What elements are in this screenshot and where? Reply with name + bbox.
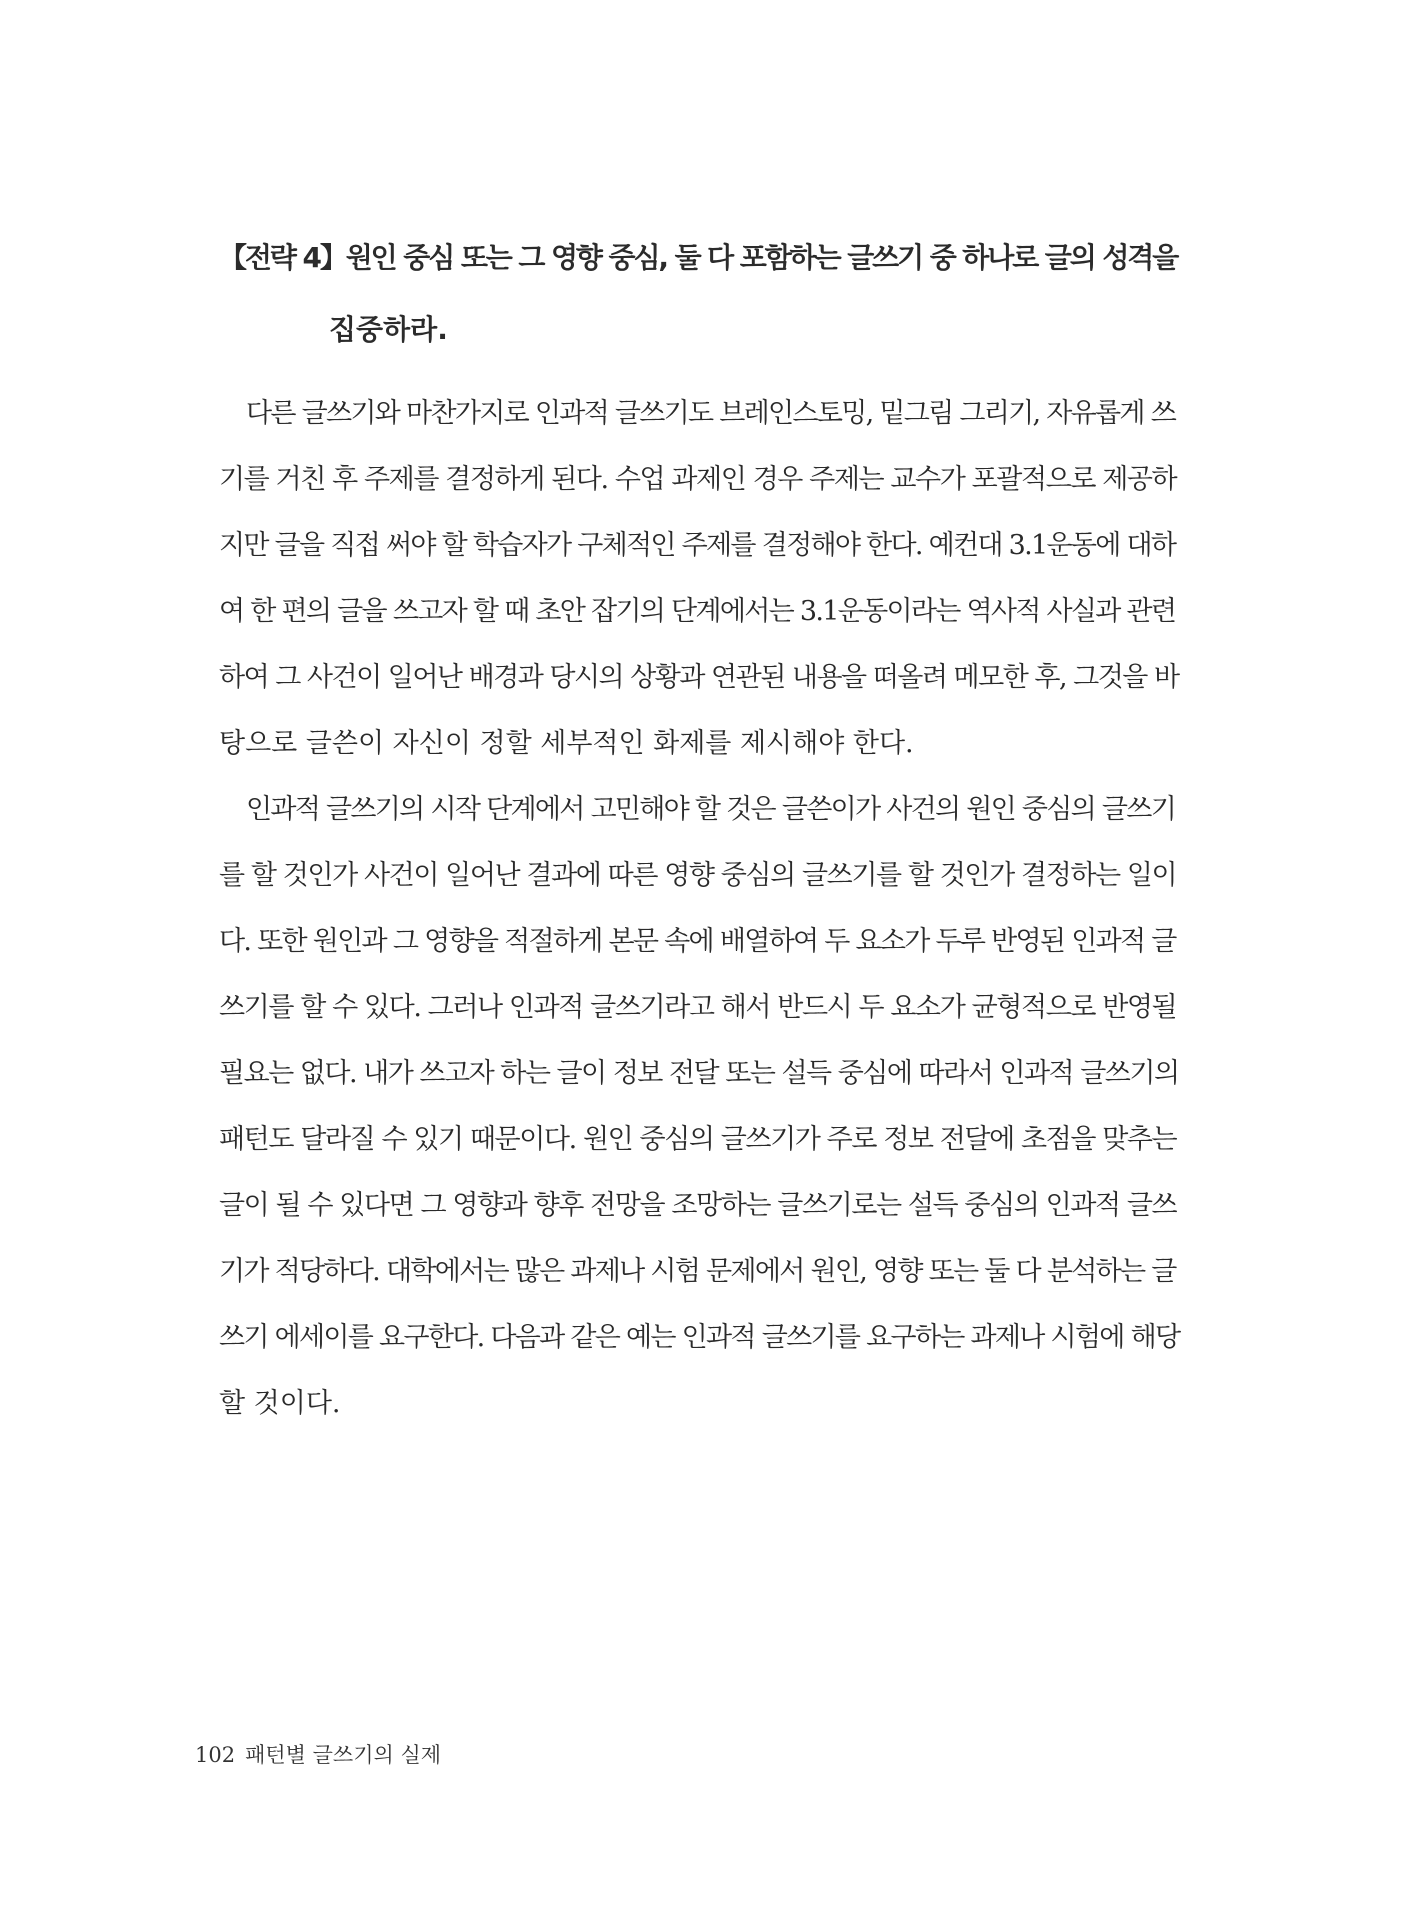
heading-line-1: 【전략 4】원인 중심 또는 그 영향 중심, 둘 다 포함하는 글쓰기 중 하나로 글의 성격을	[219, 241, 1178, 274]
page-footer	[195, 1739, 441, 1769]
book-title: 패턴별 글쓰기의 실제	[245, 1743, 442, 1767]
paragraph-2-line: 쓰기를 할 수 있다. 그러나 인과적 글쓰기라고 해서 반드시 두 요소가 균형적으로 반영될	[219, 992, 1177, 1023]
paragraph-1-line: 다른 글쓰기와 마찬가지로 인과적 글쓰기도 브레인스토밍, 밑그림 그리기, 자유롭게 쓰	[246, 398, 1176, 429]
heading-line-2: 집중하라.	[329, 313, 448, 346]
paragraph-2-line: 할 것이다.	[219, 1388, 341, 1419]
paragraph-1-line: 탕으로 글쓴이 자신이 정할 세부적인 화제를 제시해야 한다.	[219, 728, 914, 759]
paragraph-2-line: 패턴도 달라질 수 있기 때문이다. 원인 중심의 글쓰기가 주로 정보 전달에 초점을 맞추는	[219, 1124, 1177, 1155]
paragraph-1-line: 하여 그 사건이 일어난 배경과 당시의 상황과 연관된 내용을 떠올려 메모한 후, 그것을 바	[219, 662, 1179, 693]
body-text	[219, 381, 1179, 1437]
paragraph-2-line: 필요는 없다. 내가 쓰고자 하는 글이 정보 전달 또는 설득 중심에 따라서 인과적 글쓰기의	[219, 1058, 1179, 1089]
paragraph-1-line: 여 한 편의 글을 쓰고자 할 때 초안 잡기의 단계에서는 3.1운동이라는 역사적 사실과 관련	[219, 596, 1176, 627]
paragraph-1-line: 기를 거친 후 주제를 결정하게 된다. 수업 과제인 경우 주제는 교수가 포괄적으로 제공하	[219, 464, 1177, 495]
strategy-heading	[219, 222, 1179, 366]
paragraph-2-line: 쓰기 에세이를 요구한다. 다음과 같은 예는 인과적 글쓰기를 요구하는 과제나 시험에 해당	[219, 1322, 1180, 1353]
paragraph-2-line: 인과적 글쓰기의 시작 단계에서 고민해야 할 것은 글쓴이가 사건의 원인 중심의 글쓰기	[246, 794, 1176, 825]
page-number: 102	[195, 1743, 236, 1767]
paragraph-1-line: 지만 글을 직접 써야 할 학습자가 구체적인 주제를 결정해야 한다. 예컨대 3.1운동에 대하	[219, 530, 1176, 561]
paragraph-2-line: 다. 또한 원인과 그 영향을 적절하게 본문 속에 배열하여 두 요소가 두루 반영된 인과적 글	[219, 926, 1176, 957]
paragraph-2-line: 글이 될 수 있다면 그 영향과 향후 전망을 조망하는 글쓰기로는 설득 중심의 인과적 글쓰	[219, 1190, 1177, 1221]
paragraph-2-line: 기가 적당하다. 대학에서는 많은 과제나 시험 문제에서 원인, 영향 또는 둘 다 분석하는 글	[219, 1256, 1176, 1287]
paragraph-2-line: 를 할 것인가 사건이 일어난 결과에 따른 영향 중심의 글쓰기를 할 것인가 결정하는 일이	[219, 860, 1177, 891]
